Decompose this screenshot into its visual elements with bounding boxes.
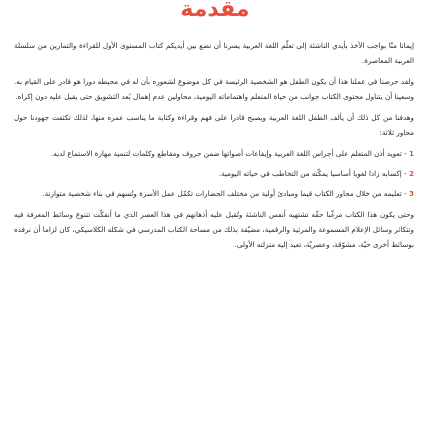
- list-item-number: 3: [408, 189, 414, 198]
- page-title: مقدمة: [180, 0, 250, 22]
- list-item: [14, 146, 414, 161]
- list-item: [14, 166, 414, 181]
- document-body: [14, 38, 414, 258]
- list-item-text: - تعليمه من خلال محاور الكتاب قيما ومبادئ أولية من مختلف الحضارات تكمّل عمل الأسرة وتُسهم في بناء شخصية متوازنة.: [42, 189, 409, 198]
- list-item-text: - إكسابه زادا لغويا أساسيا يمكّنه من التخاطب في حياته اليومية.: [218, 169, 409, 178]
- closing-paragraph: وحتى يكون هذا الكتاب مرغّبا حقّه تشتهيه أنفس الناشئة وتُقبل عليه أذهانهم في هذا العصر الذي ما أنفكّت تتنوع وسائط المعرفة فيه وتتكاثر وسائل الإعلام المسموعة والمرئية والرقمية، مضيّقة بذلك من مساحة الكتاب المدرسي في شكله الكلاسيكي، كان لزاما أن نرفده بوسائط أخرى حيّة، مشوّقة، وعصريّة، تعيد إليه منزلته الأولى.: [14, 210, 414, 249]
- intro-paragraph: إيمانا منّا بواجب الأخذ بأيدي الناشئة إلى تعلّم اللغة العربية يسرنا أن نضع بين أيديكم كتاب المستوى الأول للقراءة والتمارين من سلسلة العربية المعاصرة.: [14, 41, 414, 65]
- list-item: [14, 186, 414, 201]
- list-item-number: 1: [408, 149, 414, 158]
- goals-paragraph: وهدفنا من كل ذلك أن يألف الطفل اللغة العربية ويصبح قادرا على فهم وقراءة وكتابة ما يناسب عمره منها، لذلك تكثفت جهودنا حول محاور ثلاثة:: [14, 113, 414, 137]
- goals-list: [14, 146, 414, 201]
- approach-paragraph: ولقد حرصنا في عملنا هذا أن يكون الطفل هو الشخصية الرئيسة في كل موضوع لشعوره بأن له في محيطه دورا هو قادر على القيام به. وسعينا أن يتناول محتوى الكتاب جوانب من حياة المتعلم واهتماماته اليومية، محاولين عدم إهمال بُعد التشويق حتى يقبل عليه دون إكراه.: [14, 77, 414, 101]
- list-item-text: - تعويد أذن المتعلم على أجراس اللغة العربية وإيقاعات أصواتها ضمن حروف ومقاطع وكلمات لتنمية مهارة الاستماع لديه.: [51, 149, 409, 158]
- list-item-number: 2: [408, 169, 414, 178]
